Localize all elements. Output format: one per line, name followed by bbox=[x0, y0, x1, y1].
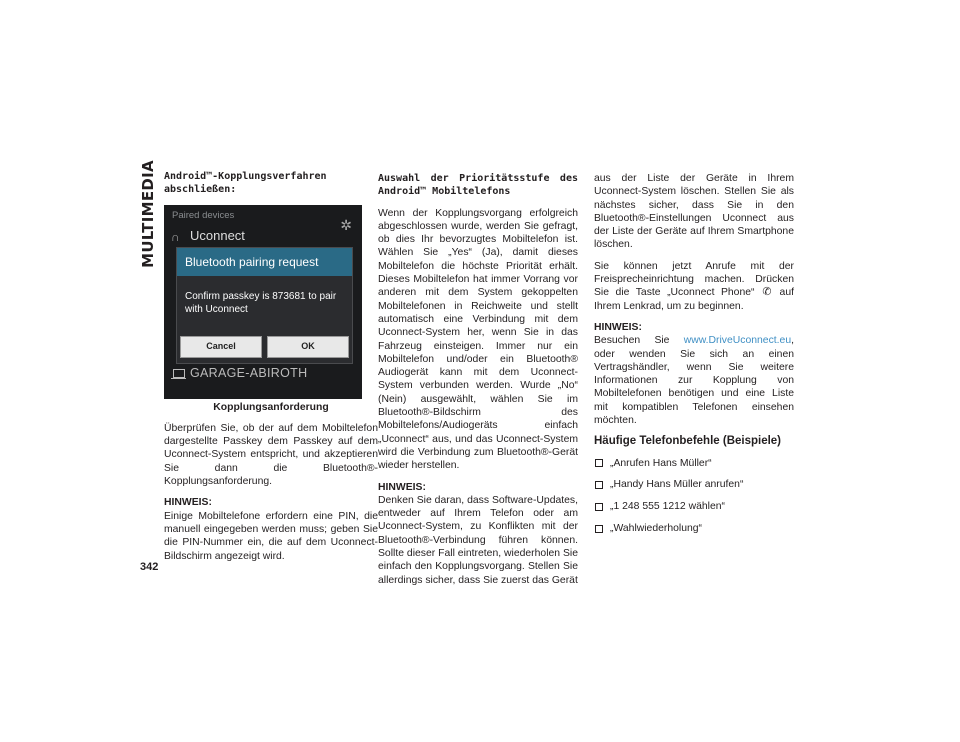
column-3 bbox=[594, 172, 794, 544]
hinweis-label: HINWEIS: bbox=[594, 321, 642, 333]
column-2 bbox=[378, 172, 578, 595]
list-item bbox=[594, 522, 794, 535]
headphone-icon: ∩ bbox=[171, 229, 180, 244]
phone-icon: ✆ bbox=[762, 286, 772, 299]
col3-para2 bbox=[594, 260, 794, 313]
gear-icon: ✲ bbox=[340, 216, 352, 233]
section-tab bbox=[138, 160, 158, 268]
column-1 bbox=[164, 170, 378, 571]
col2-heading: Auswahl der Prioritätsstufe des Android™ Mobiltelefons bbox=[378, 173, 578, 198]
dialog-buttons bbox=[180, 336, 349, 358]
hinweis-text: Denken Sie daran, dass Software-Updates, entweder auf Ihrem Telefon oder am Uconnect-System, zu Konflikten mit der Bluetooth®-Verbindung führen können. Sollte dieser Fall eintreten, wiederholen Sie einfach den Kopplungsvorgang. Stellen Sie allerdings sicher, dass Sie zuerst das Gerät bbox=[378, 494, 578, 586]
device-uconnect: Uconnect bbox=[190, 227, 245, 243]
col3-para1: aus der Liste der Geräte in Ihrem Uconnect-System löschen. Stellen Sie als nächstes sicher, dass Sie in den Bluetooth®-Einstellungen Uconnect aus der Liste der Geräte auf Ihrem Smartphone löschen. bbox=[594, 173, 794, 251]
list-item bbox=[594, 500, 794, 513]
device-garage: GARAGE-ABIROTH bbox=[190, 365, 308, 380]
col2-para1: Wenn der Kopplungsvorgang erfolgreich abgeschlossen wurde, werden Sie gefragt, ob dies Ihr bevorzugtes Mobiltelefon ist. Wählen Sie „Yes“ (Ja), damit dieses Mobiltelefon die höchste Priorität erhält. Dieses Mobiltelefon hat immer Vorrang vor anderen mit dem System gekoppelten Mobiltelefonen in Reichweite und stellt automatisch eine Verbindung mit dem Uconnect-System her, wenn Sie in das Fahrzeug einsteigen. Immer nur ein Mobiltelefon und/oder ein Bluetooth® Audiogerät kann mit dem Uconnect-System verbunden werden. Wurde „No“ (Nein) ausgewählt, wählen Sie im Bluetooth®-Bildschirm des Mobiltelefons/Audiogeräts einfach „Uconnect“ aus, und das Uconnect-System wird die Verbindung zum Bluetooth®-Gerät wieder herstellen. bbox=[378, 207, 578, 472]
checkbox-icon bbox=[595, 459, 603, 467]
cancel-button: Cancel bbox=[180, 336, 262, 358]
figure-caption: Kopplungsanforderung bbox=[213, 401, 329, 413]
hinweis-label: HINWEIS: bbox=[164, 497, 212, 509]
dialog-title: Bluetooth pairing request bbox=[177, 248, 352, 276]
col3-para2-start: Sie können jetzt Anrufe mit der Freisprecheinrichtung machen. Drücken Sie die Taste „Uconnect Phone“ bbox=[594, 260, 794, 299]
page-number: 342 bbox=[140, 561, 159, 573]
laptop-icon bbox=[173, 369, 185, 378]
phone-commands-heading: Häufige Telefonbefehle (Beispiele) bbox=[594, 435, 782, 448]
col1-heading: Android™-Kopplungsverfahren abschließen: bbox=[164, 171, 327, 196]
list-item-text: „1 248 555 1212 wählen“ bbox=[610, 501, 725, 513]
section-label: MULTIMEDIA bbox=[139, 160, 157, 268]
hinweis-label: HINWEIS: bbox=[378, 481, 426, 493]
phone-commands-list bbox=[594, 457, 794, 536]
hinweis-text: Einige Mobiltelefone erfordern eine PIN, die manuell eingegeben werden muss; geben Sie die PIN-Nummer ein, die auf dem Uconnect-Bildschirm angezeigt wird. bbox=[164, 510, 378, 562]
col1-para1: Überprüfen Sie, ob der auf dem Mobiltelefon dargestellte Passkey dem Passkey auf dem Uconnect-System entspricht, und akzeptieren Sie dann die Bluetooth®-Kopplungsanforderung. bbox=[164, 422, 378, 488]
pairing-screenshot bbox=[164, 205, 362, 399]
col2-hinweis bbox=[378, 481, 578, 587]
checkbox-icon bbox=[595, 481, 603, 489]
pairing-dialog bbox=[176, 247, 353, 364]
list-item-text: „Wahlwiederholung“ bbox=[610, 523, 703, 535]
hinweis-text-end: , oder wenden Sie sich an einen Vertragshändler, wenn Sie weitere Informationen zur Kopplung von Mobiltelefonen benötigen und eine Liste mit kompatiblen Telefonen einsehen möchten. bbox=[594, 335, 795, 427]
paired-devices-label: Paired devices bbox=[172, 209, 235, 221]
hinweis-text-start: Besuchen Sie bbox=[594, 335, 670, 347]
ok-button: OK bbox=[267, 336, 349, 358]
checkbox-icon bbox=[595, 525, 603, 533]
dialog-message: Confirm passkey is 873681 to pair with Uconnect bbox=[185, 290, 337, 315]
drive-uconnect-link[interactable]: www.DriveUconnect.eu bbox=[683, 335, 792, 347]
col1-hinweis bbox=[164, 496, 378, 562]
col3-hinweis bbox=[594, 321, 794, 427]
col3-para2-end: auf Ihrem Lenkrad, um zu beginnen. bbox=[594, 287, 794, 312]
list-item-text: „Anrufen Hans Müller“ bbox=[610, 457, 712, 469]
list-item-text: „Handy Hans Müller anrufen“ bbox=[610, 479, 744, 491]
list-item bbox=[594, 478, 794, 491]
list-item bbox=[594, 457, 794, 470]
checkbox-icon bbox=[595, 503, 603, 511]
